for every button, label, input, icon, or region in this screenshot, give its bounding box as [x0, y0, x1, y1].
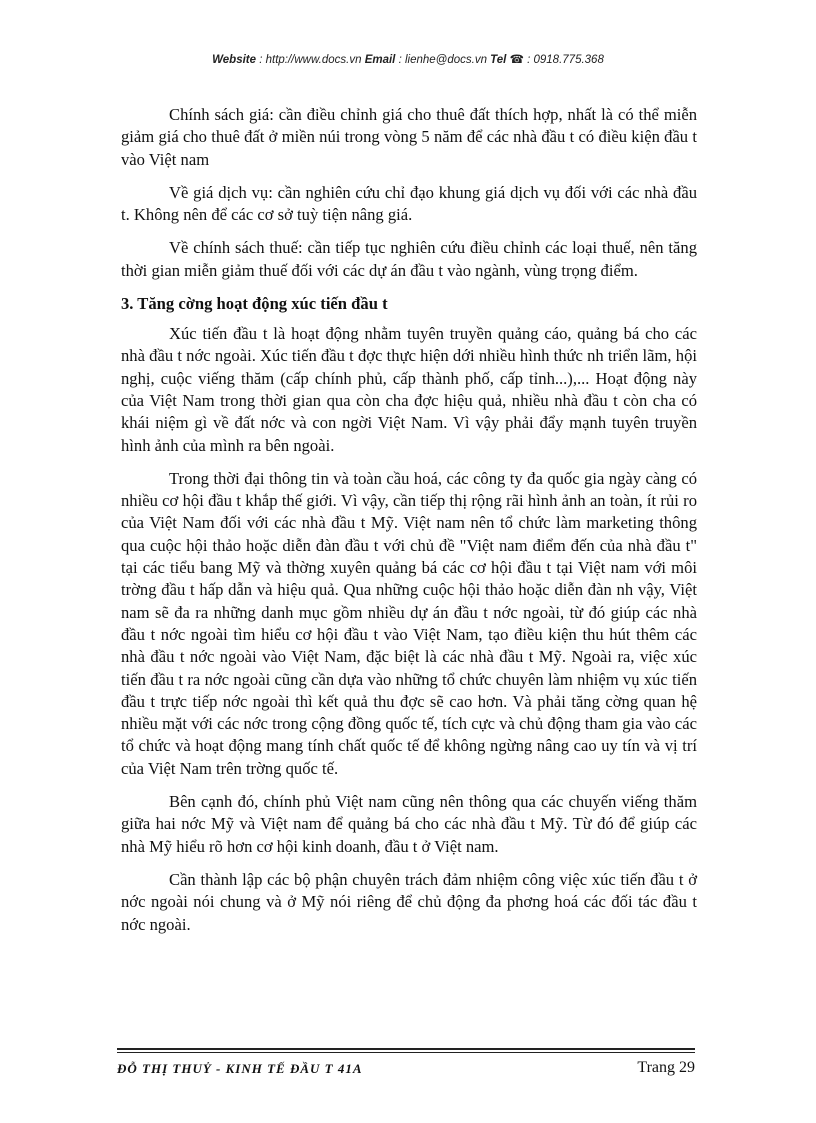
paragraph: Bên cạnh đó, chính phủ Việt nam cũng nên thông qua các chuyến viếng thăm giữa hai nớc Mỹ và Việt nam để quảng bá cho các nhà đầu t Mỹ. Từ đó để giúp các nhà Mỹ hiểu rõ hơn cơ hội kinh doanh, đầu t ở Việt nam. — [121, 792, 697, 856]
paragraph: Chính sách giá: cần điều chỉnh giá cho thuê đất thích hợp, nhất là có thể miễn giảm giá cho thuê đất ở miền núi trong vòng 5 năm để các nhà đầu t có điều kiện đầu t vào Việt nam — [121, 105, 697, 169]
paragraph: Cần thành lập các bộ phận chuyên trách đảm nhiệm công việc xúc tiến đầu t ở nớc ngoài nói chung và ở Mỹ nói riêng để chủ động đa phơng hoá các đối tác đầu t nớc ngoài. — [121, 869, 697, 934]
email-value: : lienhe@docs.vn — [398, 54, 487, 66]
paragraph: Xúc tiến đầu t là hoạt động nhằm tuyên truyền quảng cáo, quảng bá cho các nhà đầu t nớc ngoài. Xúc tiến đầu t đợc thực hiện dới nhiều hình thức nh triển lãm, hội nghị, cuộc viếng thăm (cấp chính phủ, cấp thành phố, cấp tỉnh...),... Hoạt động này của Việt Nam trong thời gian qua còn cha đợc hiệu quả, nhiều nhà đầu t còn cha có khái niệm gì về đất nớc và con ngời Việt Nam. Vì vậy phải đẩy mạnh tuyên truyền hình ảnh của mình ra bên ngoài. — [121, 324, 697, 455]
page-footer — [117, 1048, 695, 1077]
tel-value: : 0918.775.368 — [527, 54, 604, 66]
section-heading: 3. Tăng cờng hoạt động xúc tiến đầu t — [121, 294, 388, 314]
footer-divider — [117, 1048, 695, 1050]
website-value: : http://www.docs.vn — [259, 54, 362, 66]
website-label: Website — [212, 54, 257, 66]
paragraph: Về giá dịch vụ: cần nghiên cứu chỉ đạo khung giá dịch vụ đối với các nhà đầu t. Không nên để các cơ sở tuỳ tiện nâng giá. — [121, 182, 697, 225]
page-number: Trang 29 — [637, 1059, 695, 1076]
page-header — [0, 52, 816, 66]
paragraph: Trong thời đại thông tin và toàn cầu hoá, các công ty đa quốc gia ngày càng có nhiều cơ hội đầu t khắp thế giới. Vì vậy, cần tiếp thị rộng rãi hình ảnh an toàn, ít rủi ro của Việt Nam đối với các nhà đầu t Mỹ. Việt nam nên tổ chức làm marketing thông qua cuộc hội thảo hoặc diễn đàn đầu t với chủ đề "Việt nam điểm đến của nhà đầu t" tại các tiểu bang Mỹ và thờng xuyên quảng bá các cơ hội đầu t tại Việt nam với môi trờng đầu t hấp dẫn và hiệu quả. Qua những cuộc hội thảo hoặc diễn đàn nh vậy, Việt nam sẽ đa ra những danh mục gồm nhiều dự án đầu t nớc ngoài, từ đó giúp các nhà đầu t nớc ngoài tìm hiểu cơ hội đầu t vào Việt Nam, tạo điều kiện thu hút thêm các nhà đầu t nớc ngoài vào Việt Nam, đặc biệt là các nhà đầu t Mỹ. Ngoài ra, việc xúc tiến đầu t ra nớc ngoài cũng cần dựa vào những tổ chức chuyên làm nhiệm vụ xúc tiến đầu t trực tiếp nớc ngoài thì kết quả thu đợc sẽ cao hơn. Và phải tăng cờng quan hệ nhiều mặt với các nớc trong cộng đồng quốc tế, tích cực và chủ động tham gia vào các tổ chức và hoạt động mang tính chất quốc tế để không ngừng nâng cao uy tín và vị trí của Việt Nam trên trờng quốc tế. — [121, 468, 697, 778]
document-body — [121, 104, 697, 947]
email-label: Email — [364, 54, 396, 66]
phone-icon: ☎ — [509, 54, 524, 66]
paragraph: Về chính sách thuế: cần tiếp tục nghiên cứu điều chỉnh các loại thuế, nên tăng thời gian miễn giảm thuế đối với các dự án đầu t vào ngành, vùng trọng điểm. — [121, 238, 697, 280]
tel-label: Tel — [490, 54, 507, 66]
footer-author: ĐỖ THỊ THUỶ - KINH TẾ ĐẦU T 41A — [117, 1061, 363, 1076]
